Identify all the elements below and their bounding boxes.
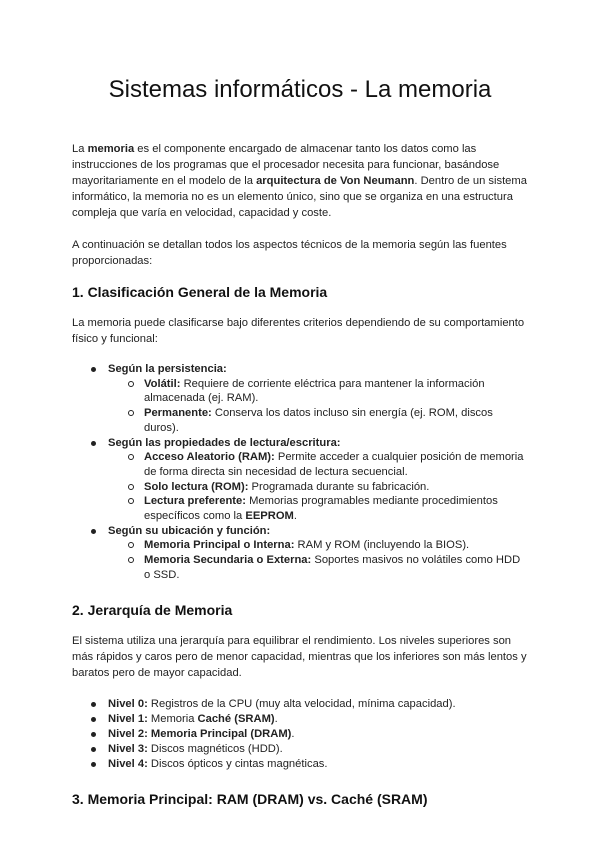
item-term: Acceso Aleatorio (RAM): <box>144 451 275 464</box>
item-term: Volátil: <box>144 377 181 390</box>
item-desc: Requiere de corriente eléctrica para mantener la información almacenada (ej. RAM). <box>144 377 485 405</box>
sub-list <box>108 450 528 524</box>
section-2-heading: 2. Jerarquía de Memoria <box>72 601 233 618</box>
item-desc: . <box>293 510 297 523</box>
list-item <box>144 377 528 406</box>
level-desc: Registros de la CPU (muy alta velocidad, mínima capacidad). <box>147 697 456 710</box>
item-desc: Conserva los datos incluso sin energía (ej. ROM, discos duros). <box>144 407 493 434</box>
section-2-paragraph: El sistema utiliza una jerarquía para equilibrar el rendimiento. Los niveles superiores son más rápidos y caros pero de menor capacidad, mientras que los inferiores son más lentos y baratos pero de mayor capacidad. <box>72 634 527 679</box>
list-item <box>144 553 528 582</box>
item-term: Permanente: <box>144 407 212 420</box>
list-item <box>144 494 528 523</box>
list-item <box>108 727 528 742</box>
sub-list <box>108 538 528 582</box>
item-term: Memoria Principal o Interna: <box>144 539 295 552</box>
list-item <box>108 436 528 524</box>
group-label: Según las propiedades de lectura/escritura: <box>108 436 341 449</box>
list-item <box>108 757 528 772</box>
level-term: Nivel 3: <box>108 742 148 755</box>
document-title: Sistemas informáticos - La memoria <box>108 76 492 103</box>
list-item <box>144 480 528 495</box>
intro-bold-von-neumann: arquitectura de Von Neumann <box>256 175 415 187</box>
intro-paragraph-1 <box>72 141 528 221</box>
item-term: Memoria Secundaria o Externa: <box>144 554 312 567</box>
level-term: Nivel 4: <box>108 757 148 770</box>
section-1-heading: 1. Clasificación General de la Memoria <box>72 284 328 300</box>
intro-text: . Dentro de un sistema informático, la memoria no es un elemento único, sino que se organiza en una estructura compleja que varía en velocidad, capacidad y coste. <box>72 175 527 219</box>
group-label: Según la persistencia: <box>108 363 227 375</box>
section-1-paragraph: La memoria puede clasificarse bajo diferentes criterios dependiendo de su comportamiento físico y funcional: <box>72 317 525 345</box>
level-desc: Discos magnéticos (HDD). <box>147 742 283 755</box>
item-desc: Soportes masivos no volátiles como HDD o SSD. <box>144 554 521 581</box>
intro-bold-memoria: memoria <box>87 143 135 155</box>
intro-text: La <box>72 143 88 155</box>
list-item <box>144 406 528 435</box>
level-desc: . <box>274 712 278 725</box>
list-item <box>108 524 528 583</box>
section-3-heading: 3. Memoria Principal: RAM (DRAM) vs. Caché (SRAM) <box>72 790 428 807</box>
intro-paragraph-2: A continuación se detallan todos los aspectos técnicos de la memoria según las fuentes proporcionadas: <box>72 239 507 267</box>
item-desc: Permite acceder a cualquier posición de memoria de forma directa sin necesidad de lectura secuencial. <box>144 451 524 478</box>
level-desc: Memoria <box>147 712 198 725</box>
classification-list <box>72 362 528 583</box>
hierarchy-list <box>72 697 528 772</box>
sub-list <box>108 377 528 436</box>
item-desc: RAM y ROM (incluyendo la BIOS). <box>294 539 470 552</box>
list-item <box>108 362 528 436</box>
level-term: Nivel 1: <box>108 712 148 725</box>
level-term: Nivel 2: <box>108 727 148 740</box>
group-label: Según su ubicación y función: <box>108 524 271 537</box>
intro <box>72 141 528 269</box>
item-term: Solo lectura (ROM): <box>144 480 249 493</box>
list-item <box>144 538 528 553</box>
level-term: Nivel 0: <box>108 697 148 710</box>
level-bold: Caché (SRAM) <box>197 712 275 725</box>
list-item <box>108 712 528 727</box>
list-item <box>144 450 528 479</box>
item-bold-eeprom: EEPROM <box>245 510 294 523</box>
item-desc: Programada durante su fabricación. <box>248 480 430 493</box>
item-term: Lectura preferente: <box>144 495 246 508</box>
intro-text: es el componente encargado de almacenar tanto los datos como las instrucciones de los programas que el procesador necesita para funcionar, basándose mayoritariamente en el modelo de la <box>72 143 500 187</box>
level-desc: Discos ópticos y cintas magnéticas. <box>147 757 328 770</box>
level-desc: . <box>291 727 295 740</box>
level-bold: Memoria Principal (DRAM) <box>150 727 292 740</box>
list-item <box>108 742 528 757</box>
list-item <box>108 697 528 712</box>
item-desc: Memorias programables mediante procedimientos específicos como la <box>144 495 498 523</box>
